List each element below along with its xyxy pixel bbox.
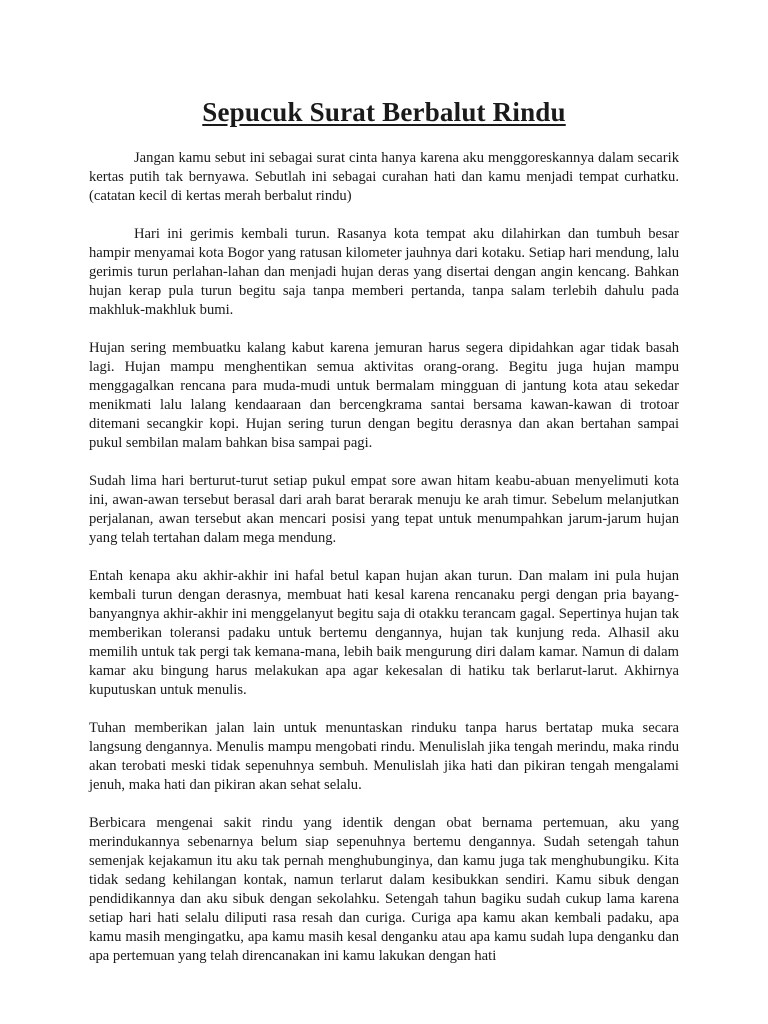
paragraph-1: Jangan kamu sebut ini sebagai surat cinta hanya karena aku menggoreskannya dalam secarik kertas putih tak bernyawa. Sebutlah ini sebagai curahan hati dan kamu menjadi tempat curhatku. (catatan kecil di kertas merah berbalut rindu) (89, 150, 679, 205)
paragraph-7: Berbicara mengenai sakit rindu yang identik dengan obat bernama pertemuan, aku yang merindukannya sebenarnya belum siap sepenuhnya bertemu dengannya. Sudah setengah tahun semenjak kejakamun itu aku tak pernah menghubunginya, dan kamu juga tak menghubungiku. Kita tidak sedang kehilangan kontak, namun terlarut dalam kesibukkan sendiri. Kamu sibuk dengan pendidikannya dan aku sibuk dengan sekolahku. Setengah tahun bagiku sudah cukup lama karena setiap hari hati selalu diliputi rasa resah dan curiga. Curiga apa kamu akan kembali padaku, apa kamu masih mengingatku, apa kamu masih kesal denganku atau apa kamu sudah lupa denganku dan apa pertemuan yang telah direncanakan ini kamu lakukan dengan hati (89, 815, 679, 965)
paragraph-4: Sudah lima hari berturut-turut setiap pukul empat sore awan hitam keabu-abuan menyelimuti kota ini, awan-awan tersebut berasal dari arah barat berarak menuju ke arah timur. Sebelum melanjutkan perjalanan, awan tersebut akan mencari posisi yang tepat untuk menumpahkan jarum-jarum hujan yang telah tertahan dalam mega mendung. (89, 473, 679, 547)
paragraph-6: Tuhan memberikan jalan lain untuk menuntaskan rinduku tanpa harus bertatap muka secara langsung dengannya. Menulis mampu mengobati rindu. Menulislah jika tengah merindu, maka rindu akan terobati meski tidak sepenuhnya sembuh. Menulislah jika hati dan pikiran tengah mengalami jenuh, maka hati dan pikiran akan sehat selalu. (89, 720, 679, 794)
paragraph-2: Hari ini gerimis kembali turun. Rasanya kota tempat aku dilahirkan dan tumbuh besar hampir menyamai kota Bogor yang ratusan kilometer jauhnya dari kotaku. Setiap hari mendung, lalu gerimis turun perlahan-lahan dan menjadi hujan deras yang disertai dengan angin kencang. Bahkan hujan kerap pula turun begitu saja tanpa memberi pertanda, tanpa salam terlebih dahulu pada makhluk-makhluk bumi. (89, 226, 679, 319)
paragraph-3: Hujan sering membuatku kalang kabut karena jemuran harus segera dipidahkan agar tidak basah lagi. Hujan mampu menghentikan semua aktivitas orang-orang. Begitu juga hujan mampu menggagalkan rencana para muda-mudi untuk bermalam mingguan di jantung kota atau sekedar menikmati lalu lalang kendaaraan dan bercengkrama santai bersama kawan-kawan di trotoar ditemani secangkir kopi. Hujan sering turun dengan begitu derasnya dan akan bertahan sampai pukul sembilan malam bahkan bisa sampai pagi. (89, 340, 679, 452)
paragraph-5: Entah kenapa aku akhir-akhir ini hafal betul kapan hujan akan turun. Dan malam ini pula hujan kembali turun dengan derasnya, membuat hati kesal karena rencanaku pergi dengan pria bayang-banyangnya akhir-akhir ini menggelanyut begitu saja di otakku terancam gagal. Sepertinya hujan tak memberikan toleransi padaku untuk bertemu dengannya, hujan tak kunjung reda. Alhasil aku memilih untuk tak pergi tak kemana-mana, lebih baik mengurung diri dalam kamar. Namun di dalam kamar aku bingung harus melakukan apa agar kekesalan di hatiku tak berlarut-larut. Akhirnya kuputuskan untuk menulis. (89, 568, 679, 699)
document-page (89, 96, 679, 985)
document-title: Sepucuk Surat Berbalut Rindu (202, 97, 566, 127)
